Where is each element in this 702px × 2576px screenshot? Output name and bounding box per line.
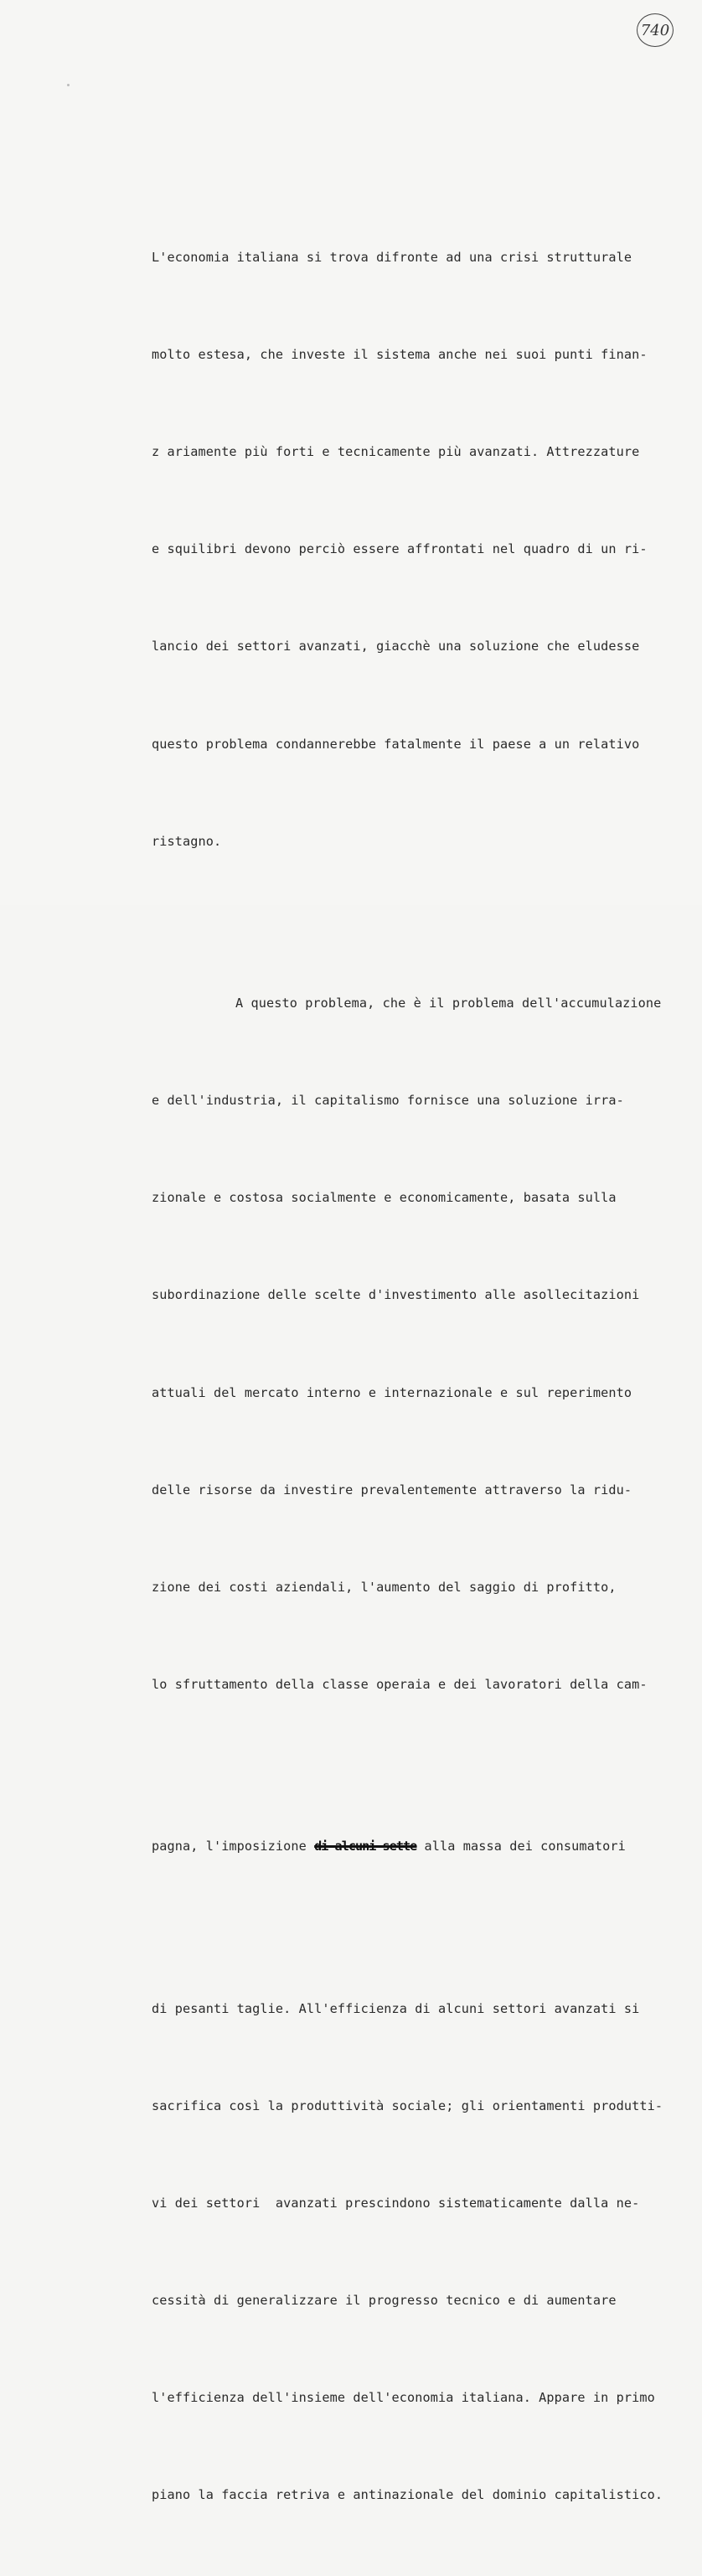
text-line: e squilibri devono perciò essere affrontati nel quadro di un ri- (152, 541, 648, 557)
text-fragment: pagna, l'imposizione (152, 1839, 315, 1854)
text-line: subordinazione delle scelte d'investimento alle asollecitazioni (152, 1287, 640, 1303)
text-line: di pesanti taglie. All'efficienza di alcuni settori avanzati si (152, 2000, 640, 2016)
text-line: sacrifica così la produttività sociale; gli orientamenti produtti- (152, 2098, 663, 2113)
text-line: L'economia italiana si trova difronte ad una crisi strutturale (152, 250, 632, 266)
text-line: questo problema condannerebbe fatalmente il paese a un relativo (152, 736, 640, 752)
struck-out-text: di alcuni sette (314, 1839, 417, 1854)
text-line: zione dei costi aziendali, l'aumento del saggio di profitto, (152, 1579, 617, 1595)
text-line: zionale e costosa socialmente e economicamente, basata sulla (152, 1190, 617, 1206)
paper-speck (67, 84, 70, 86)
page-number: 740 (637, 13, 674, 47)
text-fragment: alla massa dei consumatori (416, 1839, 626, 1854)
text-line: attuali del mercato interno e internazionale e sul reperimento (152, 1384, 632, 1400)
text-line: ristagno. (152, 833, 222, 849)
text-line: vi dei settori avanzati prescindono sistematicamente dalla ne- (152, 2196, 640, 2211)
text-line: molto estesa, che investe il sistema anche nei suoi punti finan- (152, 347, 648, 363)
text-line: lo sfruttamento della classe operaia e dei lavoratori della cam- (152, 1676, 648, 1692)
text-line: delle risorse da investire prevalentemente attraverso la ridu- (152, 1482, 632, 1497)
text-line: e dell'industria, il capitalismo fornisce una soluzione irra- (152, 1093, 624, 1109)
body-text (152, 144, 696, 2576)
text-line: l'efficienza dell'insieme dell'economia italiana. Appare in primo (152, 2390, 655, 2406)
text-line: z ariamente più forti e tecnicamente più avanzati. Attrezzature (152, 444, 640, 460)
text-line: cessità di generalizzare il progresso tecnico e di aumentare (152, 2293, 617, 2309)
text-line: lancio dei settori avanzati, giacchè una soluzione che eludesse (152, 639, 640, 654)
text-line-with-strikeout (152, 1830, 696, 1863)
text-line: A questo problema, che è il problema dell'accumulazione (235, 996, 662, 1011)
text-line: piano la faccia retriva e antinazionale del dominio capitalistico. (152, 2487, 663, 2503)
